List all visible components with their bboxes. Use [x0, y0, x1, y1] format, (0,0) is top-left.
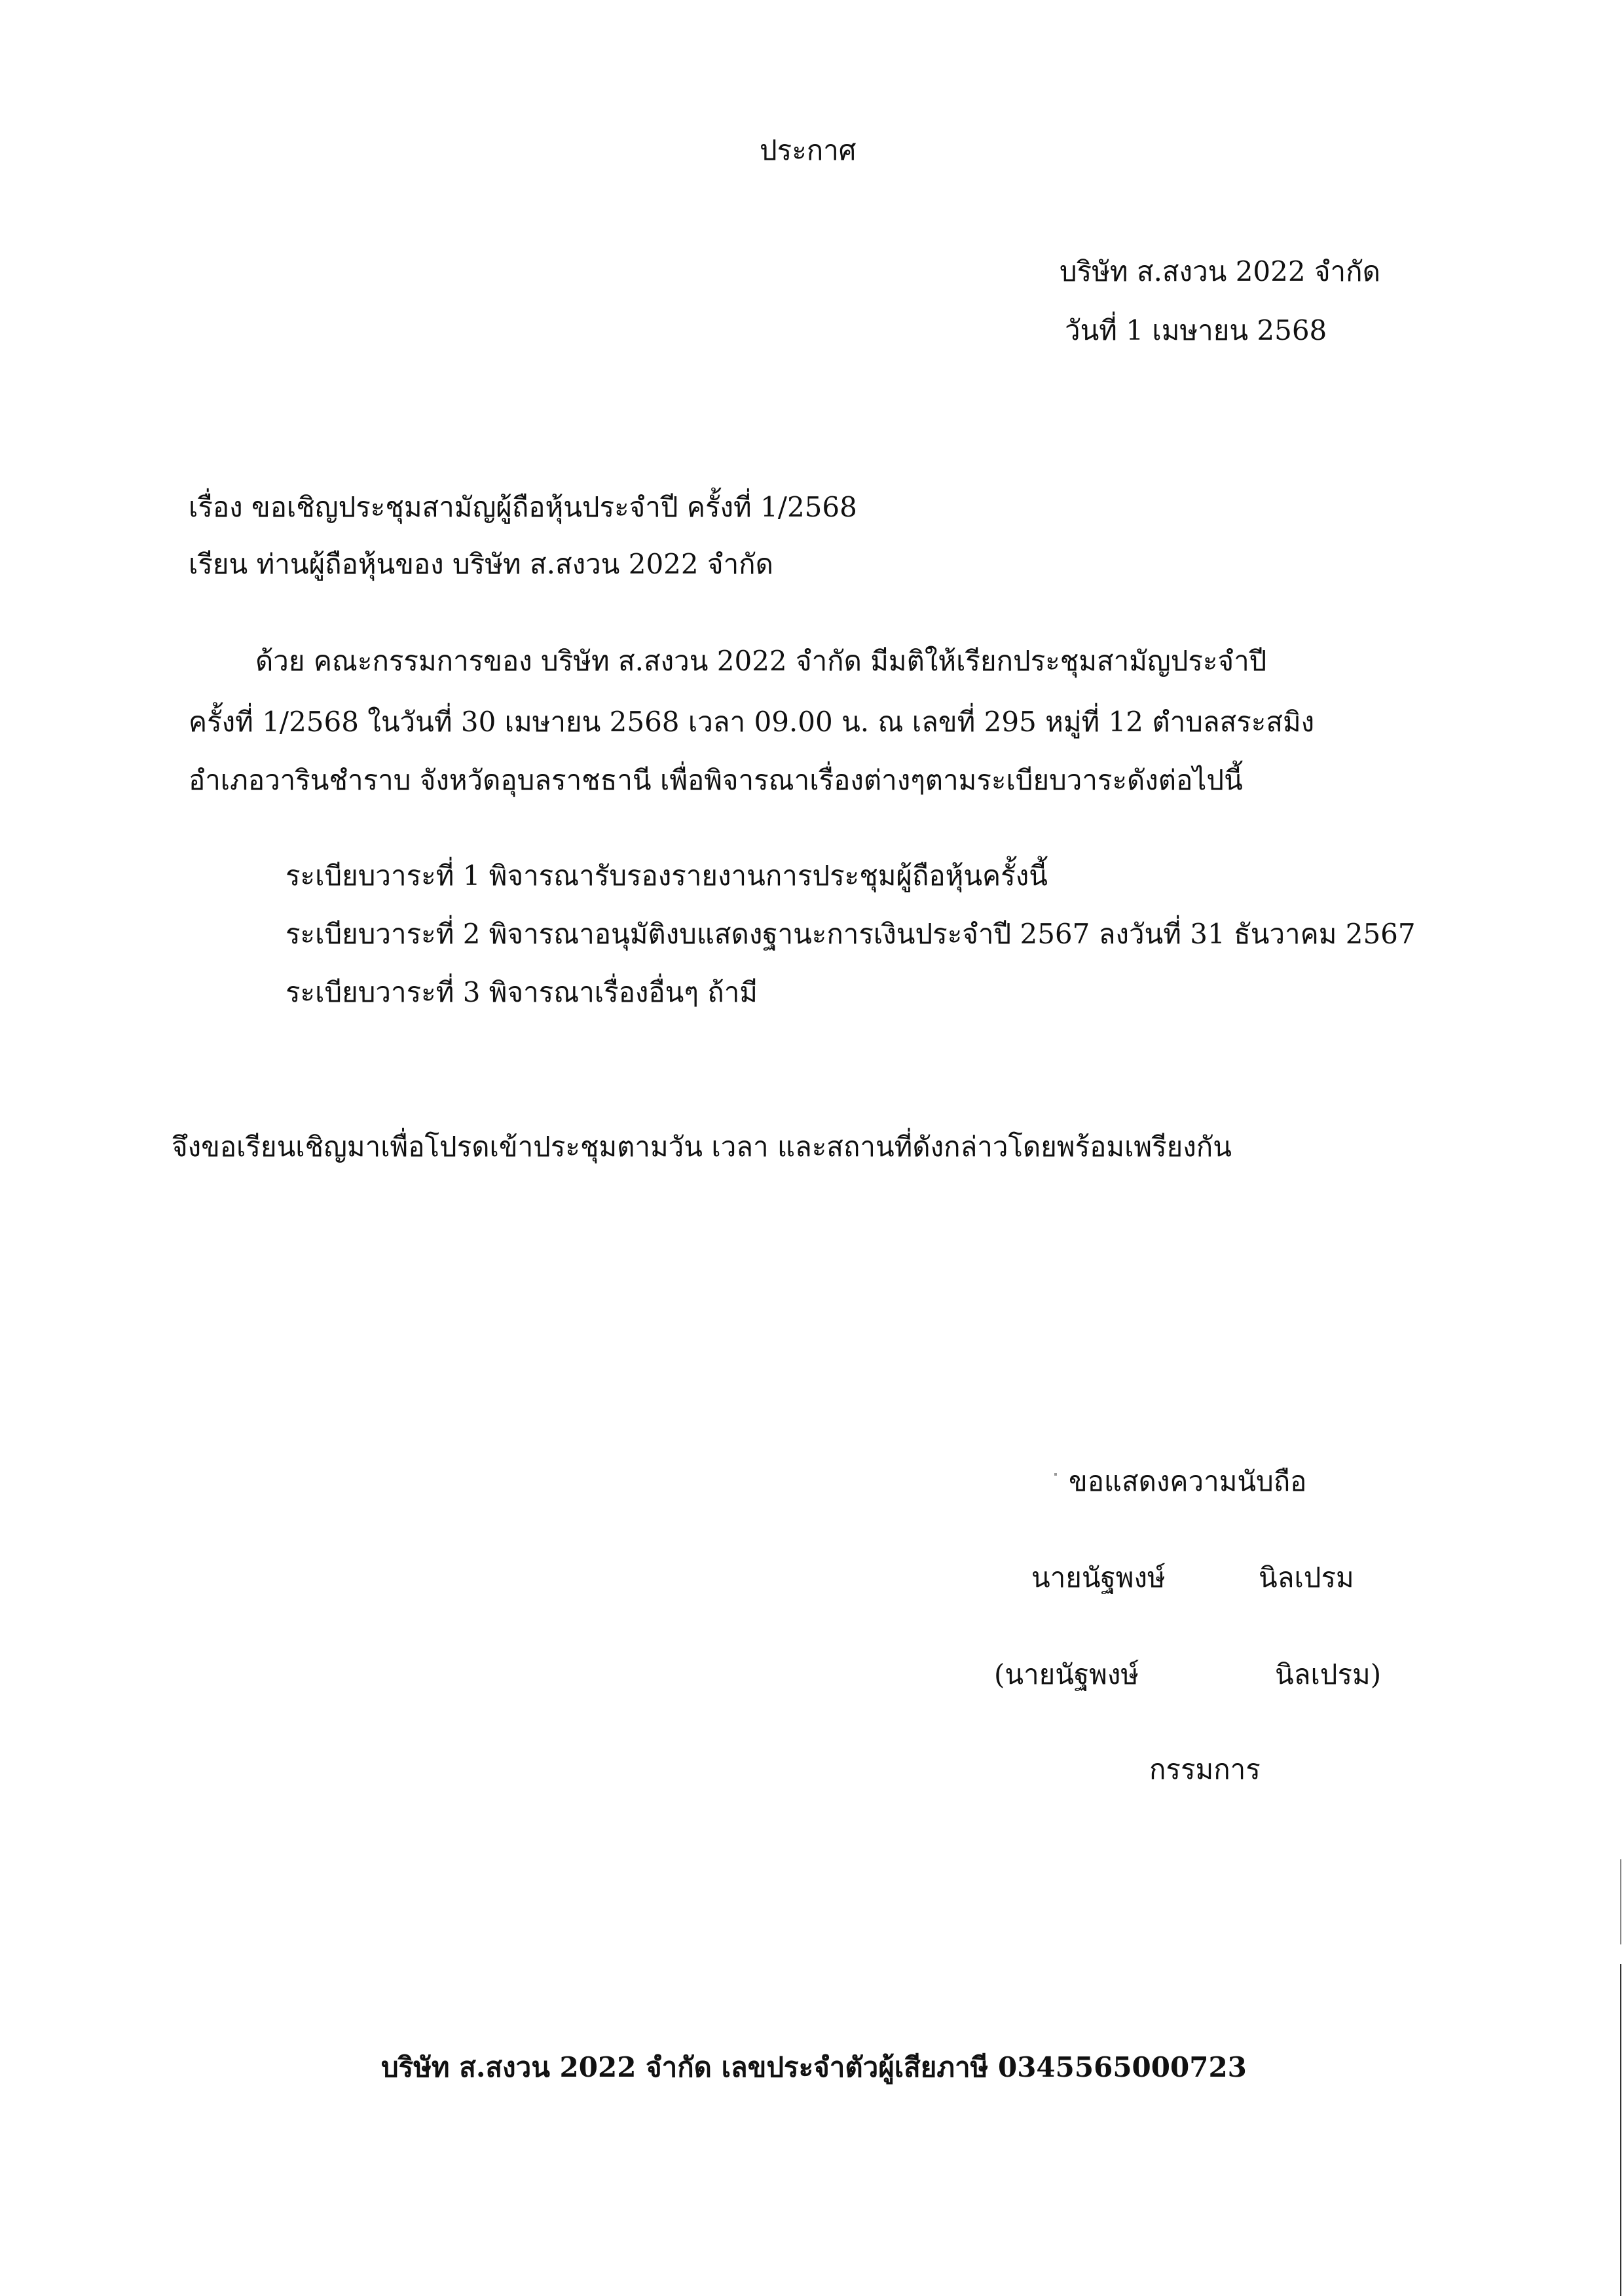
- printed-name-first: (นายนัฐพงษ์: [994, 1658, 1139, 1690]
- closing-sentence: จึงขอเรียนเชิญมาเพื่อโปรดเข้าประชุมตามวัน เวลา และสถานที่ดังกล่าวโดยพร้อมเพรียงกัน: [172, 1131, 1232, 1163]
- company-name: บริษัท ส.สงวน 2022 จำกัด: [1060, 255, 1380, 287]
- scan-edge-mark: [1620, 1859, 1621, 1944]
- regards-line: ขอแสดงความนับถือ: [1069, 1465, 1307, 1497]
- subject-line: เรื่อง ขอเชิญประชุมสามัญผู้ถือหุ้นประจำปี ครั้งที่ 1/2568: [189, 491, 857, 523]
- signature-last-name: นิลเปรม: [1259, 1561, 1354, 1594]
- agenda-item-1: ระเบียบวาระที่ 1 พิจารณารับรองรายงานการประชุมผู้ถือหุ้นครั้งนี้: [286, 860, 1048, 892]
- scan-speck: [1054, 1473, 1057, 1476]
- agenda-item-3: ระเบียบวาระที่ 3 พิจารณาเรื่องอื่นๆ ถ้ามี: [286, 976, 758, 1008]
- scan-edge-line: [1620, 1964, 1621, 2296]
- body-paragraph-line-2: ครั้งที่ 1/2568 ในวันที่ 30 เมษายน 2568 เวลา 09.00 น. ณ เลขที่ 295 หมู่ที่ 12 ตำบลสระสมิง: [189, 706, 1315, 738]
- printed-name-last: นิลเปรม): [1275, 1658, 1382, 1690]
- document-title: ประกาศ: [760, 134, 857, 166]
- body-paragraph-line-1: ด้วย คณะกรรมการของ บริษัท ส.สงวน 2022 จำกัด มีมติให้เรียกประชุมสามัญประจำปี: [255, 645, 1267, 677]
- body-paragraph-line-3: อำเภอวารินชำราบ จังหวัดอุบลราชธานี เพื่อพิจารณาเรื่องต่างๆตามระเบียบวาระดังต่อไปนี้: [189, 764, 1243, 796]
- signer-position: กรรมการ: [1149, 1753, 1261, 1785]
- document-date: วันที่ 1 เมษายน 2568: [1065, 314, 1327, 346]
- addressee-line: เรียน ท่านผู้ถือหุ้นของ บริษัท ส.สงวน 2022 จำกัด: [189, 548, 773, 580]
- signature-first-name: นายนัฐพงษ์: [1031, 1561, 1166, 1594]
- agenda-item-2: ระเบียบวาระที่ 2 พิจารณาอนุมัติงบแสดงฐานะการเงินประจำปี 2567 ลงวันที่ 31 ธันวาคม 2567: [286, 918, 1416, 950]
- footer-company-tax-id: บริษัท ส.สงวน 2022 จำกัด เลขประจำตัวผู้เสียภาษี 0345565000723: [381, 2051, 1247, 2083]
